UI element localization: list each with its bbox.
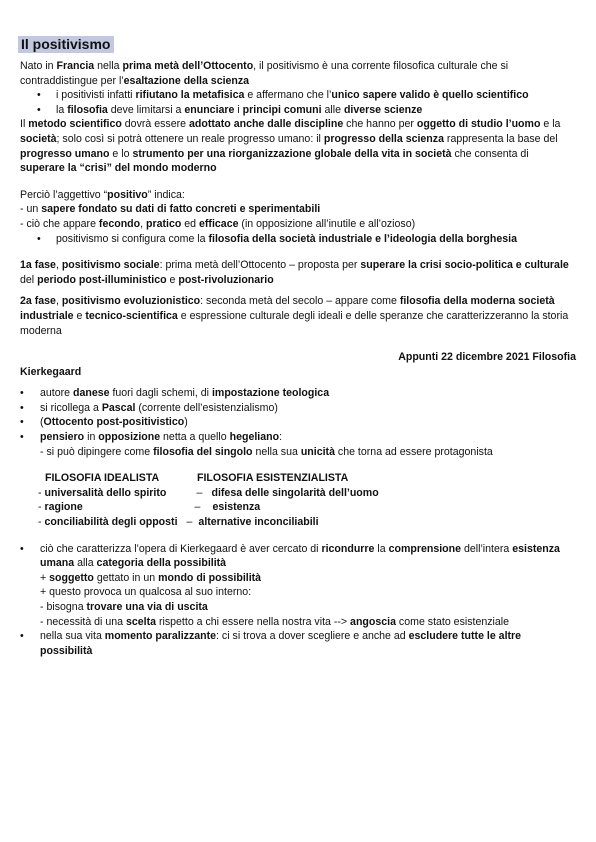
- bullet-item: • ciò che caratterizza l’opera di Kierkegaard è aver cercato di ricondurre la comprensione dell’intera esistenza umana alla categoria della possibilità + soggetto gettato in un mondo di possibilità + questo provoca un qualcosa al suo interno: - bisogna trovare una via di uscita - necessità di una scelta rispetto a chi essere nella nostra vita --> angoscia come stato esistenziale: [20, 542, 576, 630]
- bullet-item: • autore danese fuori dagli schemi, di impostazione teologica: [20, 386, 576, 401]
- bullet-item: • si ricollega a Pascal (corrente dell’esistenzialismo): [20, 401, 576, 416]
- bullet-item: • pensiero in opposizione netta a quello hegeliano: - si può dipingere come filosofia del singolo nella sua unicità che torna ad essere protagonista: [20, 430, 576, 459]
- comparison-left-head: FILOSOFIA IDEALISTA: [45, 472, 160, 485]
- comparison-row: - universalità dello spirito – difesa delle singolarità dell’uomo: [38, 486, 379, 499]
- bullet-item: • i positivisti infatti rifiutano la metafisica e affermano che l’unico sapere valido è quello scientifico: [20, 88, 576, 103]
- comparison-right-head: FILOSOFIA ESISTENZIALISTA: [197, 472, 349, 485]
- bullet-item: • (Ottocento post-positivistico): [20, 415, 576, 430]
- metodo-paragraph: Il metodo scientifico dovrà essere adottato anche dalle discipline che hanno per oggetto di studio l’uomo e la società; solo così si potrà ottenere un reale progresso umano: il progresso della scienza rappresenta la base del progresso umano e lo strumento per una riorganizzazione globale della vita in società che consenta di superare la “crisi” del mondo moderno: [20, 118, 561, 175]
- comparison-header: [38, 471, 576, 486]
- section-title: Kierkegaard: [20, 365, 82, 378]
- comparison-table: [20, 471, 576, 529]
- fase2-paragraph: 2a fase, positivismo evoluzionistico: seconda metà del secolo – appare come filosofia della moderna società industriale e tecnico-scientifica e espressione culturale degli ideali e delle speranze che caratterizzeranno la storia moderna: [20, 295, 569, 337]
- aggettivo-def: - un sapere fondato su dati di fatto concreti e sperimentabili: [20, 203, 321, 216]
- page-title: Il positivismo: [18, 36, 114, 53]
- aggettivo-intro: Perciò l’aggettivo “positivo” indica:: [20, 188, 185, 201]
- notes-header: Appunti 22 dicembre 2021 Filosofia: [398, 351, 576, 364]
- aggettivo-def: - ciò che appare fecondo, pratico ed efficace (in opposizione all’inutile e all’ozioso): [20, 217, 416, 230]
- comparison-row: - ragione – esistenza: [38, 501, 261, 514]
- bullet-item: • nella sua vita momento paralizzante: ci si trova a dover scegliere e anche ad escludere tutte le altre possibilità: [20, 629, 576, 658]
- fase1-paragraph: 1a fase, positivismo sociale: prima metà dell’Ottocento – proposta per superare la crisi socio-politica e culturale del periodo post-illuministico e post-rivoluzionario: [20, 259, 569, 286]
- intro-paragraph: Nato in Francia nella prima metà dell’Ottocento, il positivismo è una corrente filosofica culturale che si contraddistingue per l’esaltazione della scienza: [20, 60, 509, 87]
- bullet-item: • positivismo si configura come la filosofia della società industriale e l’ideologia della borghesia: [20, 232, 576, 247]
- document-page: [20, 36, 576, 658]
- comparison-row: - conciliabilità degli opposti – alternative inconciliabili: [38, 516, 319, 529]
- bullet-item: • la filosofia deve limitarsi a enunciare i principi comuni alle diverse scienze: [20, 103, 576, 118]
